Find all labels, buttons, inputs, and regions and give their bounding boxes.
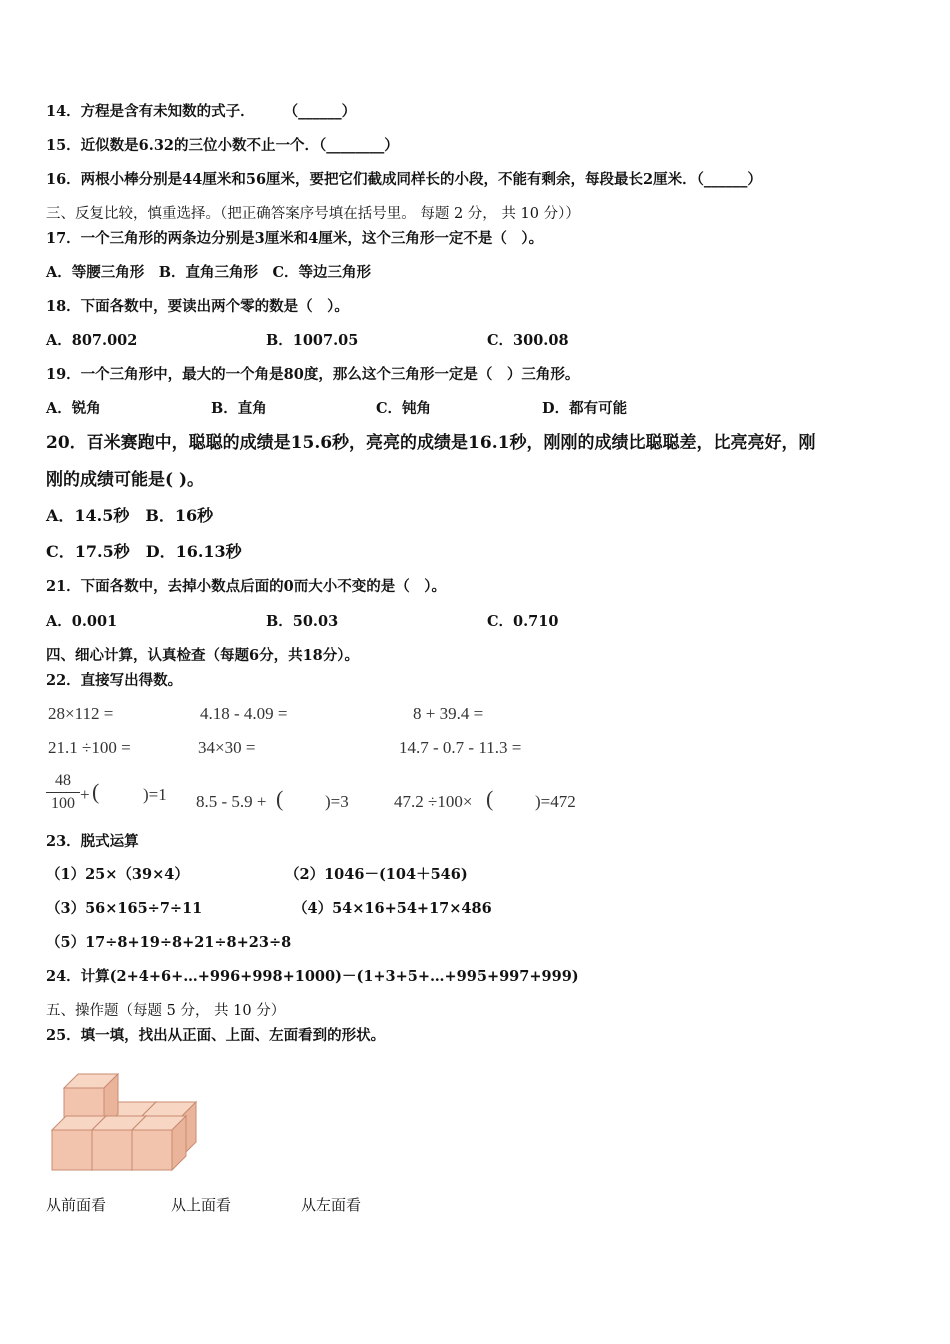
calc-4: 21.1 ÷100 =: [48, 738, 131, 757]
calc-8-paren: (: [276, 786, 284, 811]
cube-front-3-front: [132, 1130, 172, 1170]
q18-option-a: A．807.002: [46, 332, 138, 349]
calc-7-plus: +: [80, 785, 90, 804]
section-5-heading: 五、操作题（每题 5 分， 共 10 分）: [46, 1003, 286, 1019]
q22: 22．直接写出得数。: [46, 672, 183, 689]
calc-8-expr: 8.5 - 5.9 +: [196, 792, 267, 811]
q21: 21．下面各数中，去掉小数点后面的0而大小不变的是（ ）。: [46, 578, 447, 595]
q14: 14．方程是含有未知数的式子． （______）: [46, 103, 357, 120]
q20-options-ab: A．14.5秒 B．16秒: [46, 506, 214, 525]
fraction-denominator: 100: [51, 795, 75, 812]
calc-5: 34×30 =: [198, 738, 256, 757]
q23: 23．脱式运算: [46, 833, 139, 850]
q17-options: A．等腰三角形 B．直角三角形 C．等边三角形: [46, 264, 372, 281]
q18-option-b: B．1007.05: [266, 332, 359, 349]
fraction: [46, 772, 80, 813]
q24: 24．计算(2+4+6+…+996+998+1000)－(1+3+5+…+995+997+999): [46, 968, 579, 985]
calc-8-result: )=3: [325, 792, 349, 811]
q19-option-b: B．直角: [211, 400, 267, 417]
calc-7-paren: (: [92, 779, 100, 804]
calc-6: 14.7 - 0.7 - 11.3 =: [399, 738, 522, 757]
q23-item-5: （5）17÷8+19÷8+21÷8+23÷8: [46, 934, 292, 951]
q15: 15．近似数是6.32的三位小数不止一个．（________）: [46, 137, 399, 154]
q23-item-2: （2）1046－(104＋546): [285, 866, 468, 883]
label-front-view: 从前面看: [46, 1196, 107, 1214]
q25: 25．填一填，找出从正面、上面、左面看到的形状。: [46, 1027, 386, 1044]
cube-front-1-front: [52, 1130, 92, 1170]
q18: 18．下面各数中，要读出两个零的数是（ ）。: [46, 298, 349, 315]
calc-9-expr: 47.2 ÷100×: [394, 792, 473, 811]
q20-options-cd: C．17.5秒 D．16.13秒: [46, 542, 242, 561]
fraction-numerator: 48: [55, 772, 71, 789]
q18-option-c: C．300.08: [487, 332, 569, 349]
q23-item-4: （4）54×16+54+17×486: [293, 900, 492, 917]
calc-2: 4.18 - 4.09 =: [200, 704, 288, 723]
cube-front-2-front: [92, 1130, 132, 1170]
calc-7-result: )=1: [143, 785, 167, 804]
q23-item-3: （3）56×165÷7÷11: [46, 900, 203, 917]
cube-stack-image: [46, 1060, 206, 1172]
section-4-heading: 四、细心计算，认真检查（每题6分，共18分）。: [46, 647, 360, 664]
section-3-heading: 三、反复比较，慎重选择。（把正确答案序号填在括号里。 每题 2 分， 共 10 分））: [46, 206, 580, 222]
calc-9-result: )=472: [535, 792, 576, 811]
calc-9-paren: (: [486, 786, 494, 811]
q21-option-c: C．0.710: [487, 613, 559, 630]
q16: 16．两根小棒分别是44厘米和56厘米，要把它们截成同样长的小段，不能有剩余，每段最长2厘米．（______）: [46, 171, 762, 188]
q23-item-1: （1）25×（39×4）: [46, 866, 189, 883]
q19: 19．一个三角形中，最大的一个角是80度，那么这个三角形一定是（ ）三角形。: [46, 366, 580, 383]
calc-3: 8 + 39.4 =: [413, 704, 484, 723]
calc-1: 28×112 =: [48, 704, 114, 723]
q19-option-c: C．钝角: [376, 400, 432, 417]
q20-line-1: 20．百米赛跑中，聪聪的成绩是15.6秒，亮亮的成绩是16.1秒，刚刚的成绩比聪聪差，比亮亮好，刚: [46, 433, 816, 453]
q20-line-2: 刚的成绩可能是( )。: [46, 470, 205, 490]
q19-option-a: A．锐角: [46, 400, 101, 417]
q19-option-d: D．都有可能: [542, 400, 628, 417]
q17: 17．一个三角形的两条边分别是3厘米和4厘米，这个三角形一定不是（ ）。: [46, 230, 544, 247]
q21-option-a: A．0.001: [46, 613, 118, 630]
label-top-view: 从上面看: [171, 1196, 232, 1214]
label-left-view: 从左面看: [301, 1196, 362, 1214]
q21-option-b: B．50.03: [266, 613, 339, 630]
